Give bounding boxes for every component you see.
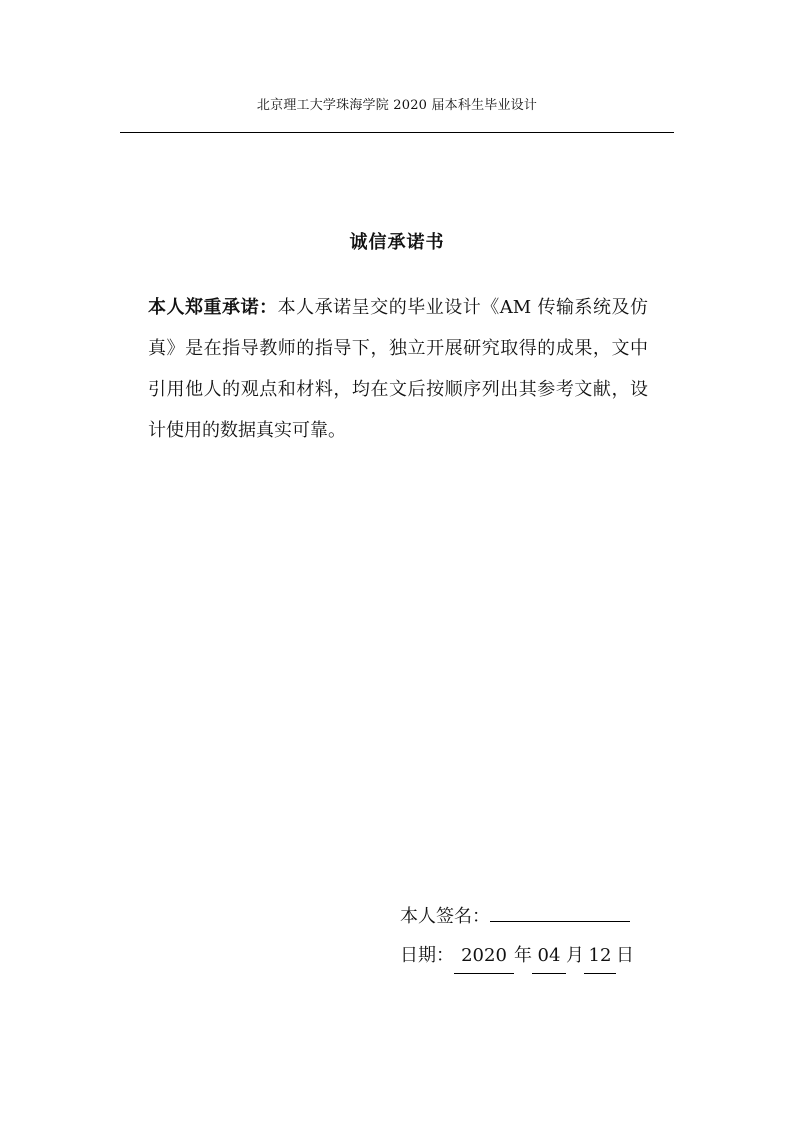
page-header: 北京理工大学珠海学院 2020 届本科生毕业设计 (256, 98, 538, 113)
signature-label: 本人签名： (400, 906, 490, 927)
date-year-field[interactable]: 2020 (454, 939, 514, 974)
date-label: 日期： (400, 945, 454, 966)
date-month-unit: 月 (566, 945, 584, 966)
signature-field[interactable] (490, 895, 630, 922)
date-row (400, 939, 634, 973)
date-year-unit: 年 (514, 945, 532, 966)
pledge-lead: 本人郑重承诺： (148, 297, 278, 318)
signature-block (400, 895, 634, 973)
pledge-paragraph (148, 287, 648, 451)
document-title: 诚信承诺书 (349, 232, 445, 253)
header-divider (120, 132, 674, 133)
date-month-field[interactable]: 04 (532, 939, 566, 974)
date-day-field[interactable]: 12 (584, 939, 616, 974)
date-day-unit: 日 (616, 945, 634, 966)
pledge-text: 本人承诺呈交的毕业设计《AM 传输系统及仿真》是在指导教师的指导下，独立开展研究取得的成果，文中引用他人的观点和材料，均在文后按顺序列出其参考文献，设计使用的数据真实可靠。 (148, 297, 649, 441)
signature-row (400, 895, 634, 929)
